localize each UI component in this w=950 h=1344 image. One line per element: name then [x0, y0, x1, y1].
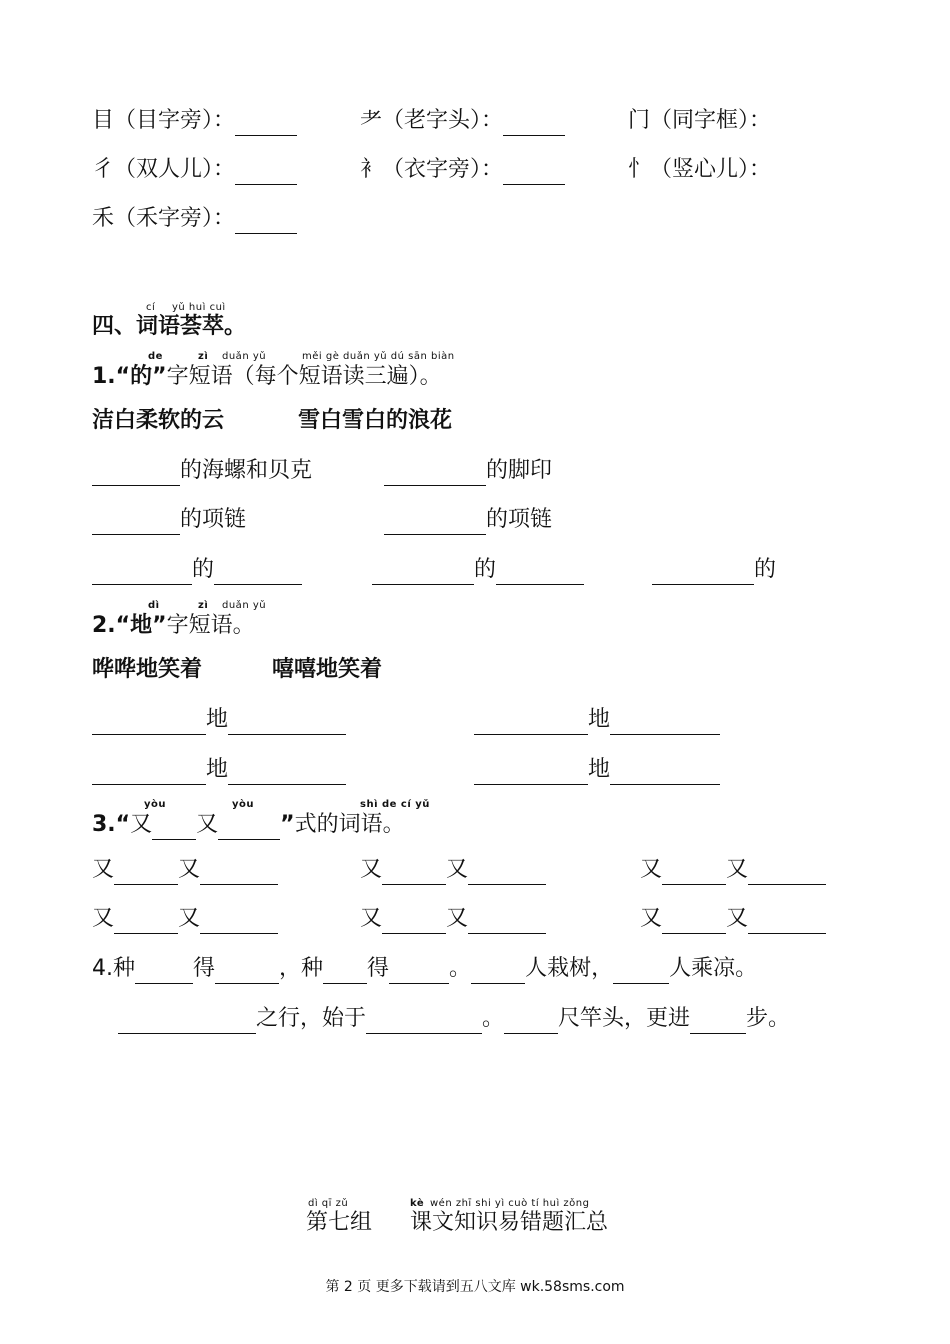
radical-row-1 [92, 106, 297, 136]
radical-row-2 [92, 155, 297, 185]
example-phrase: 雪白雪白的浪花 [298, 408, 453, 433]
answer-blank[interactable] [200, 862, 278, 885]
example-phrase: 哗哗地笑着 [92, 657, 203, 682]
fill-phrase: 又 又 [640, 904, 826, 934]
answer-blank[interactable] [382, 862, 446, 885]
answer-blank[interactable] [135, 961, 193, 984]
answer-blank[interactable] [496, 562, 584, 585]
answer-blank[interactable] [152, 817, 196, 840]
fill-phrase: 的 [652, 555, 776, 585]
answer-blank[interactable] [118, 1011, 256, 1034]
fill-phrase: 地 [92, 705, 346, 735]
example-phrase: 嘻嘻地笑着 [272, 657, 383, 682]
answer-blank[interactable] [92, 762, 206, 785]
pinyin-annotation: kè [410, 1198, 425, 1209]
answer-blank[interactable] [613, 961, 669, 984]
radical-label: 禾（禾字旁）： [92, 206, 236, 231]
answer-blank[interactable] [384, 512, 486, 535]
answer-blank[interactable] [114, 862, 178, 885]
fill-phrase: 地 [474, 705, 720, 735]
pinyin-annotation: dì [148, 600, 160, 611]
radical-row-3 [92, 204, 297, 234]
answer-blank[interactable] [114, 911, 178, 934]
pinyin-annotation: yòu [144, 799, 167, 810]
answer-blank[interactable] [474, 712, 588, 735]
radical-label: 衤（衣字旁）： [360, 157, 504, 182]
question-4-line-1: 4.种 得 ，种 得 。 人栽树， 人乘凉。 [92, 954, 757, 984]
pinyin-annotation: zì [198, 600, 209, 611]
answer-blank[interactable] [471, 961, 525, 984]
radical-label: 彳（双人儿）： [92, 157, 236, 182]
answer-blank[interactable] [748, 862, 826, 885]
fill-phrase: 的 [92, 555, 302, 585]
fill-phrase: 地 [92, 755, 346, 785]
answer-blank[interactable] [384, 463, 486, 486]
pinyin-annotation: wén zhī shi yì cuò tí huì zǒng [430, 1198, 590, 1209]
radical-row-1b [360, 106, 565, 136]
answer-blank[interactable] [200, 911, 278, 934]
fill-phrase: 又 又 [92, 904, 278, 934]
answer-blank[interactable] [92, 512, 180, 535]
question-1-heading: 1.“的”字短语（每个短语读三遍）。 [92, 364, 442, 389]
radical-row-2b [360, 155, 565, 185]
radical-label: 耂（老字头）： [360, 108, 504, 133]
radical-label: 目（目字旁）： [92, 108, 236, 133]
fill-phrase: 又 又 [360, 855, 546, 885]
next-section-subtitle: 课文知识易错题汇总 [410, 1210, 609, 1235]
answer-blank[interactable] [372, 562, 474, 585]
answer-blank[interactable] [235, 113, 297, 136]
section-title: 四、词语荟萃。 [92, 314, 247, 339]
answer-blank[interactable] [214, 562, 302, 585]
answer-blank[interactable] [503, 162, 565, 185]
answer-blank[interactable] [652, 562, 754, 585]
radical-row-1c [628, 106, 771, 136]
answer-blank[interactable] [218, 817, 280, 840]
pinyin-annotation: duǎn yǔ [222, 600, 267, 611]
answer-blank[interactable] [690, 1011, 746, 1034]
radical-label: 忄（竖心儿）： [628, 157, 772, 182]
example-phrase: 洁白柔软的云 [92, 408, 225, 433]
question-4-line-2: 之行，始于 。 尺竿头，更进 步。 [118, 1004, 790, 1034]
answer-blank[interactable] [382, 911, 446, 934]
answer-blank[interactable] [504, 1011, 558, 1034]
pinyin-annotation: de [148, 351, 163, 362]
question-3-heading: 3.“又 又 ”式的词语。 [92, 810, 405, 840]
answer-blank[interactable] [610, 762, 720, 785]
answer-blank[interactable] [323, 961, 367, 984]
pinyin-annotation: yòu [232, 799, 255, 810]
answer-blank[interactable] [503, 113, 565, 136]
answer-blank[interactable] [366, 1011, 482, 1034]
radical-label: 门（同字框）： [628, 108, 772, 133]
question-2-heading: 2.“地”字短语。 [92, 613, 255, 638]
page-footer: 第 2 页 更多下载请到五八文库 wk.58sms.com [325, 1279, 625, 1295]
next-section-title: 第七组 [306, 1210, 373, 1235]
answer-blank[interactable] [468, 862, 546, 885]
fill-phrase: 的项链 [92, 505, 246, 535]
pinyin-annotation: yǔ huì cuì [172, 302, 226, 313]
fill-phrase: 又 又 [640, 855, 826, 885]
pinyin-annotation: shì de cí yǔ [360, 799, 430, 810]
answer-blank[interactable] [235, 162, 297, 185]
answer-blank[interactable] [474, 762, 588, 785]
fill-phrase: 又 又 [360, 904, 546, 934]
answer-blank[interactable] [389, 961, 449, 984]
pinyin-annotation: duǎn yǔ [222, 351, 267, 362]
answer-blank[interactable] [748, 911, 826, 934]
fill-phrase: 地 [474, 755, 720, 785]
answer-blank[interactable] [215, 961, 279, 984]
pinyin-annotation: měi gè duǎn yǔ dú sān biàn [302, 351, 455, 362]
answer-blank[interactable] [228, 712, 346, 735]
pinyin-annotation: zì [198, 351, 209, 362]
answer-blank[interactable] [235, 211, 297, 234]
fill-phrase: 的脚印 [384, 456, 552, 486]
answer-blank[interactable] [468, 911, 546, 934]
fill-phrase: 的海螺和贝克 [92, 456, 312, 486]
answer-blank[interactable] [92, 712, 206, 735]
answer-blank[interactable] [662, 911, 726, 934]
radical-row-2c [628, 155, 771, 185]
answer-blank[interactable] [92, 562, 192, 585]
pinyin-annotation: dì qī zǔ [308, 1198, 349, 1209]
answer-blank[interactable] [662, 862, 726, 885]
answer-blank[interactable] [228, 762, 346, 785]
answer-blank[interactable] [92, 463, 180, 486]
fill-phrase: 的项链 [384, 505, 552, 535]
fill-phrase: 的 [372, 555, 584, 585]
answer-blank[interactable] [610, 712, 720, 735]
pinyin-annotation: cí [146, 302, 156, 313]
fill-phrase: 又 又 [92, 855, 278, 885]
